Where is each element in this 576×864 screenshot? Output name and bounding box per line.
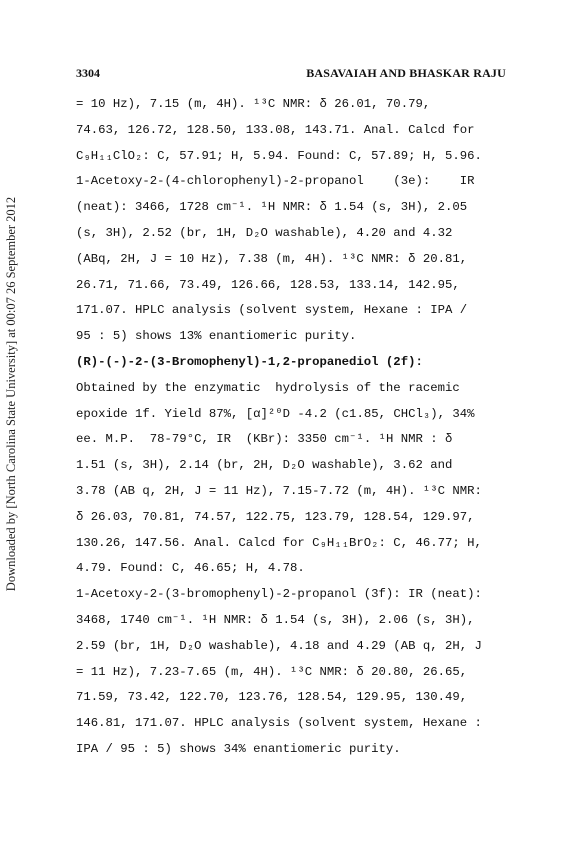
- compound-heading-2f: (R)-(-)-2-(3-Bromophenyl)-1,2-propanediol (2f):: [76, 354, 423, 369]
- body-line: 74.63, 126.72, 128.50, 133.08, 143.71. Anal. Calcd for: [76, 122, 475, 137]
- body-line: (neat): 3466, 1728 cm⁻¹. ¹H NMR: δ 1.54 (s, 3H), 2.05: [76, 200, 468, 215]
- download-sidebar-note: Downloaded by [North Carolina State University] at 00:07 26 September 2012: [4, 196, 18, 592]
- body-line: = 11 Hz), 7.23-7.65 (m, 4H). ¹³C NMR: δ 20.80, 26.65,: [76, 664, 468, 679]
- body-line: 1.51 (s, 3H), 2.14 (br, 2H, D₂O washable), 3.62 and: [76, 458, 453, 473]
- running-head: BASAVAIAH AND BHASKAR RAJU: [306, 66, 506, 80]
- body-line: epoxide 1f. Yield 87%, [α]²⁰D -4.2 (c1.85, CHCl₃), 34%: [76, 406, 475, 421]
- body-line: = 10 Hz), 7.15 (m, 4H). ¹³C NMR: δ 26.01, 70.79,: [76, 97, 431, 111]
- body-line: 3.78 (AB q, 2H, J = 11 Hz), 7.15-7.72 (m, 4H). ¹³C NMR:: [76, 483, 482, 498]
- body-line: 4.79. Found: C, 46.65; H, 4.78.: [76, 561, 305, 576]
- compound-heading-3f: 1-Acetoxy-2-(3-bromophenyl)-2-propanol (3f): IR (neat):: [76, 587, 482, 602]
- body-line: ee. M.P. 78-79°C, IR (KBr): 3350 cm⁻¹. ¹H NMR : δ: [76, 432, 453, 447]
- body-line: 95 : 5) shows 13% enantiomeric purity.: [76, 329, 357, 344]
- body-line: 26.71, 71.66, 73.49, 126.66, 128.53, 133.14, 142.95,: [76, 277, 460, 292]
- body-line: 146.81, 171.07. HPLC analysis (solvent system, Hexane :: [76, 716, 482, 731]
- article-body: [76, 92, 508, 763]
- body-line: Obtained by the enzymatic hydrolysis of the racemic: [76, 380, 460, 395]
- body-line: IPA / 95 : 5) shows 34% enantiomeric purity.: [76, 741, 401, 756]
- page-number: 3304: [76, 66, 100, 80]
- body-line: δ 26.03, 70.81, 74.57, 122.75, 123.79, 128.54, 129.97,: [76, 509, 475, 524]
- body-line: 2.59 (br, 1H, D₂O washable), 4.18 and 4.29 (AB q, 2H, J: [76, 638, 482, 653]
- body-line: C₉H₁₁ClO₂: C, 57.91; H, 5.94. Found: C, 57.89; H, 5.96.: [76, 148, 482, 163]
- body-line: (s, 3H), 2.52 (br, 1H, D₂O washable), 4.20 and 4.32: [76, 225, 453, 240]
- compound-heading-3e: 1-Acetoxy-2-(4-chlorophenyl)-2-propanol (3e): IR: [76, 174, 475, 189]
- body-line: 3468, 1740 cm⁻¹. ¹H NMR: δ 1.54 (s, 3H), 2.06 (s, 3H),: [76, 612, 475, 627]
- body-line: (ABq, 2H, J = 10 Hz), 7.38 (m, 4H). ¹³C NMR: δ 20.81,: [76, 251, 468, 266]
- body-line: 171.07. HPLC analysis (solvent system, Hexane : IPA /: [76, 303, 468, 318]
- body-line: 130.26, 147.56. Anal. Calcd for C₉H₁₁BrO₂: C, 46.77; H,: [76, 535, 482, 550]
- body-line: 71.59, 73.42, 122.70, 123.76, 128.54, 129.95, 130.49,: [76, 690, 468, 705]
